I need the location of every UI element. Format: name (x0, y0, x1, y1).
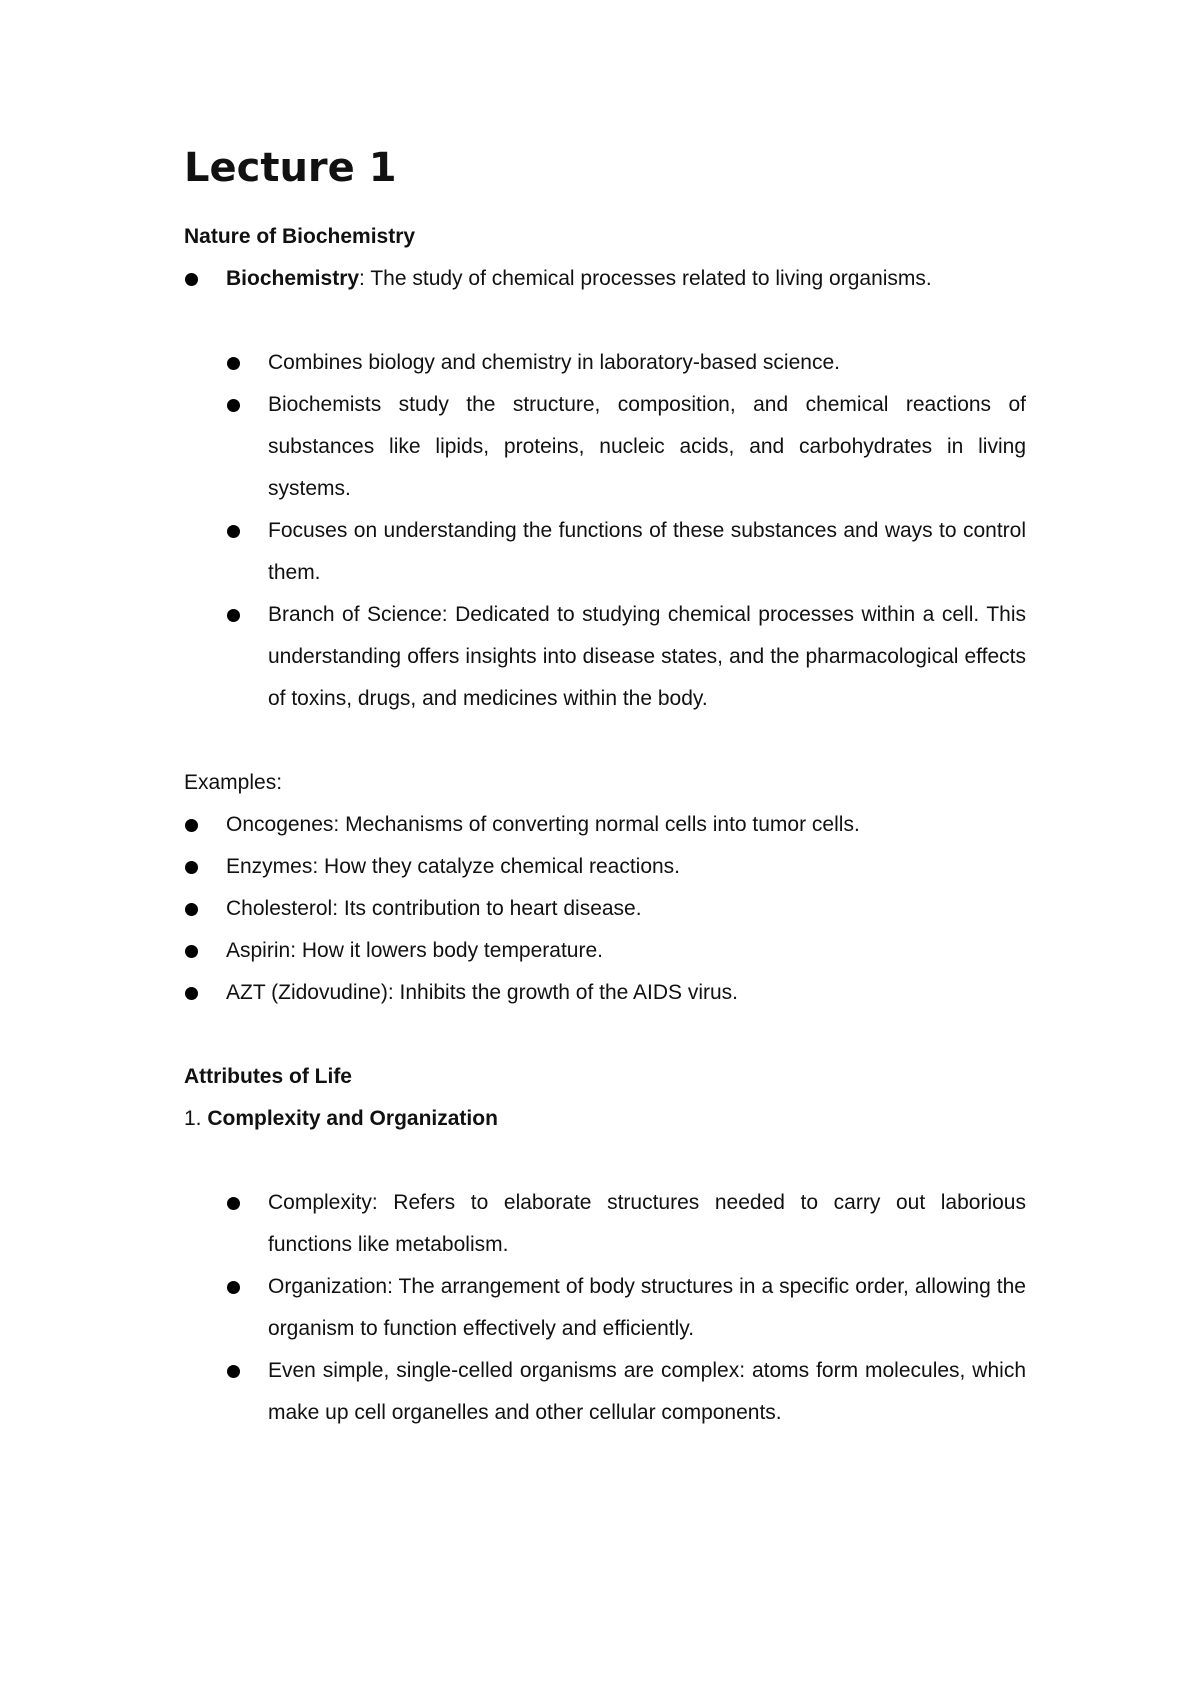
subheading-title: Complexity and Organization (207, 1107, 498, 1130)
bullet-icon (227, 1365, 240, 1378)
list-item (184, 1182, 1026, 1266)
bullet-icon (185, 273, 198, 286)
spacer (184, 1140, 1026, 1182)
list-item (184, 510, 1026, 594)
bullet-icon (227, 609, 240, 622)
subheading-number: 1. (184, 1107, 202, 1130)
list-item-text: Enzymes: How they catalyze chemical reactions. (226, 855, 681, 878)
bullet-icon (185, 819, 198, 832)
list-item (184, 888, 1026, 930)
list-item-text: Organization: The arrangement of body structures in a specific order, allowing the organism to function effectively and efficiently. (268, 1275, 1026, 1340)
list-item (184, 1350, 1026, 1434)
document-page (184, 140, 1026, 1434)
list-item-text: Cholesterol: Its contribution to heart disease. (226, 897, 642, 920)
section-heading-nature: Nature of Biochemistry (184, 225, 416, 248)
page-title: Lecture 1 (184, 145, 397, 191)
definition-term: Biochemistry (226, 267, 360, 290)
list-item-text: AZT (Zidovudine): Inhibits the growth of the AIDS virus. (226, 981, 739, 1004)
list-item (184, 594, 1026, 720)
list-item (184, 846, 1026, 888)
list-item-text: Branch of Science: Dedicated to studying chemical processes within a cell. This understanding offers insights into disease states, and the pharmacological effects of toxins, drugs, and medicines within the body. (268, 603, 1026, 710)
list-item-text: Even simple, single-celled organisms are complex: atoms form molecules, which make up cell organelles and other cellular components. (268, 1359, 1026, 1424)
bullet-icon (227, 1281, 240, 1294)
list-item (184, 258, 1026, 300)
list-item-text: Complexity: Refers to elaborate structures needed to carry out laborious functions like metabolism. (268, 1191, 1026, 1256)
list-item (184, 1266, 1026, 1350)
list-item (184, 972, 1026, 1014)
nature-points-list (184, 342, 1026, 720)
spacer (184, 300, 1026, 342)
list-item-text: Biochemists study the structure, composition, and chemical reactions of substances like lipids, proteins, nucleic acids, and carbohydrates in living systems. (268, 393, 1026, 500)
examples-list (184, 804, 1026, 1014)
spacer (184, 1014, 1026, 1056)
numbered-subheading (184, 1098, 1026, 1140)
list-item-text: Focuses on understanding the functions of these substances and ways to control them. (268, 519, 1026, 584)
definition-list (184, 258, 1026, 300)
bullet-icon (185, 945, 198, 958)
bullet-icon (227, 399, 240, 412)
bullet-icon (227, 525, 240, 538)
examples-label: Examples: (184, 771, 283, 794)
spacer (184, 720, 1026, 762)
list-item-text: Aspirin: How it lowers body temperature. (226, 939, 603, 962)
list-item (184, 930, 1026, 972)
list-item (184, 342, 1026, 384)
bullet-icon (185, 903, 198, 916)
bullet-icon (227, 1197, 240, 1210)
bullet-icon (185, 861, 198, 874)
definition-text: : The study of chemical processes related to living organisms. (359, 267, 932, 290)
list-item (184, 804, 1026, 846)
section-heading-attributes: Attributes of Life (184, 1065, 352, 1088)
list-item (184, 384, 1026, 510)
list-item-text: Combines biology and chemistry in laboratory-based science. (268, 351, 840, 374)
bullet-icon (185, 987, 198, 1000)
attributes-points-list (184, 1182, 1026, 1434)
list-item-text: Oncogenes: Mechanisms of converting normal cells into tumor cells. (226, 813, 860, 836)
bullet-icon (227, 357, 240, 370)
